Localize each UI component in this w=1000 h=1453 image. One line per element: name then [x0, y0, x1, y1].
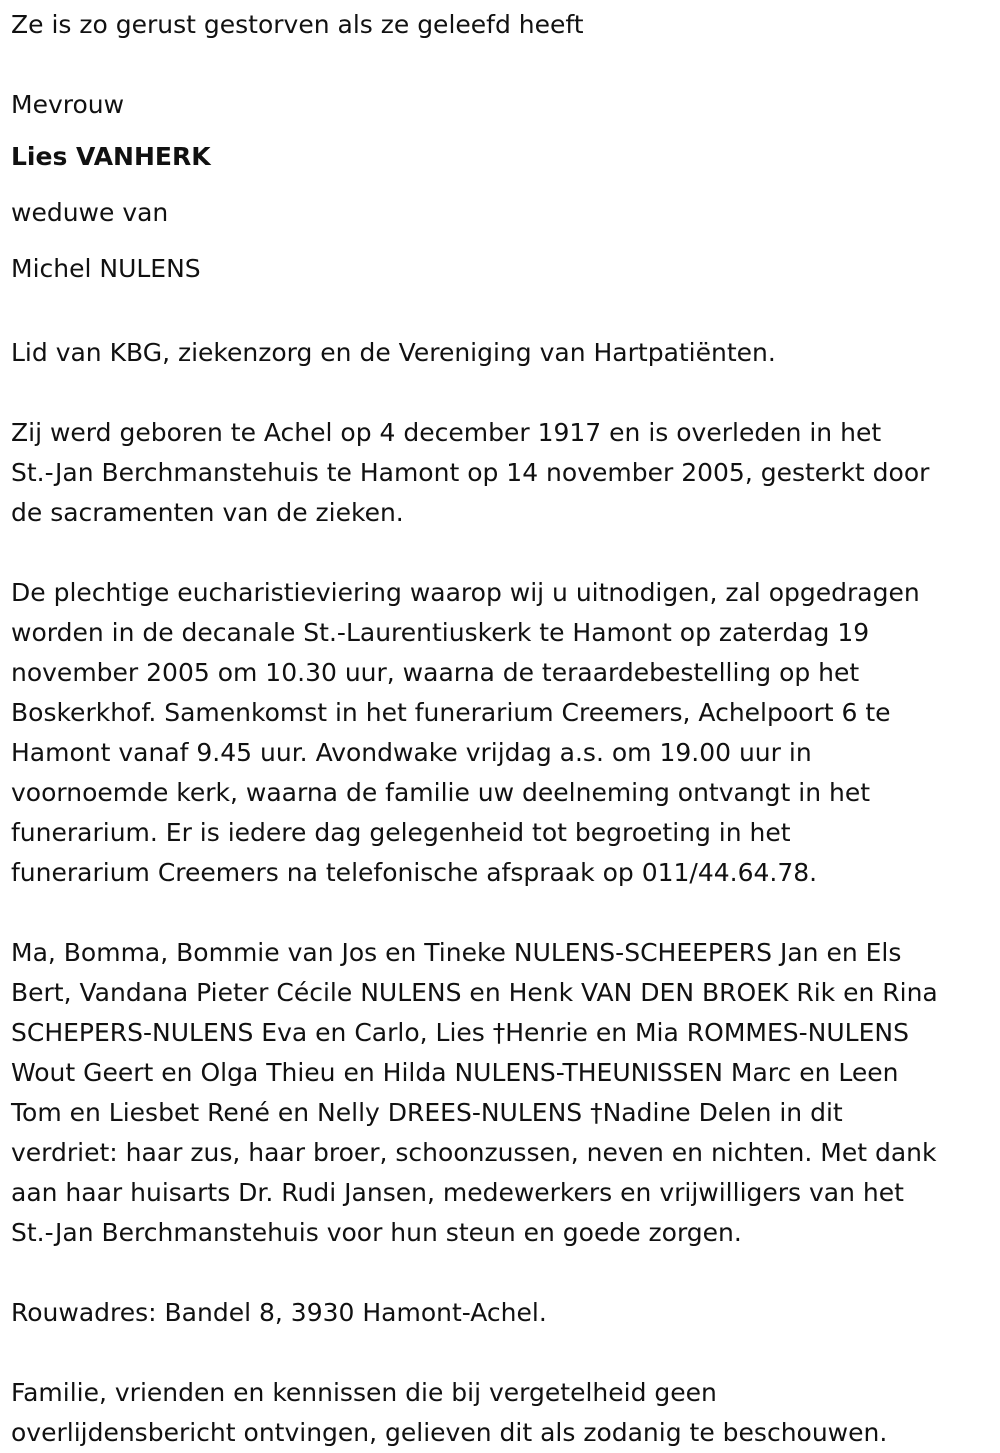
relation-text: weduwe van [11, 198, 169, 227]
paragraph-line: Wout Geert en Olga Thieu en Hilda NULENS-THEUNISSEN Marc en Leen [11, 1058, 899, 1087]
paragraph-line: St.-Jan Berchmanstehuis te Hamont op 14 november 2005, gesterkt door [11, 458, 930, 487]
deceased-name: Lies VANHERK [11, 142, 211, 171]
paragraph-line: verdriet: haar zus, haar broer, schoonzussen, neven en nichten. Met dank [11, 1138, 937, 1167]
paragraph-line: aan haar huisarts Dr. Rudi Jansen, medewerkers en vrijwilligers van het [11, 1178, 904, 1207]
ceremony-paragraph [11, 573, 994, 893]
paragraph-line: St.-Jan Berchmanstehuis voor hun steun en goede zorgen. [11, 1218, 742, 1247]
birth-death-paragraph [11, 413, 994, 533]
spouse-name: Michel NULENS [11, 254, 201, 283]
paragraph-line: november 2005 om 10.30 uur, waarna de teraardebestelling op het [11, 658, 860, 687]
motto-text: Ze is zo gerust gestorven als ze geleefd heeft [11, 10, 584, 39]
paragraph-line: Bert, Vandana Pieter Cécile NULENS en Henk VAN DEN BROEK Rik en Rina [11, 978, 938, 1007]
paragraph-line: overlijdensbericht ontvingen, gelieven dit als zodanig te beschouwen. [11, 1418, 888, 1447]
paragraph-line: funerarium Creemers na telefonische afspraak op 011/44.64.78. [11, 858, 818, 887]
family-paragraph [11, 933, 994, 1253]
membership-text: Lid van KBG, ziekenzorg en de Vereniging van Hartpatiënten. [11, 338, 776, 367]
paragraph-line: Boskerkhof. Samenkomst in het funerarium Creemers, Achelpoort 6 te [11, 698, 891, 727]
paragraph-line: funerarium. Er is iedere dag gelegenheid tot begroeting in het [11, 818, 791, 847]
paragraph-line: Zij werd geboren te Achel op 4 december 1917 en is overleden in het [11, 418, 882, 447]
paragraph-line: SCHEPERS-NULENS Eva en Carlo, Lies †Henrie en Mia ROMMES-NULENS [11, 1018, 909, 1047]
paragraph-line: Familie, vrienden en kennissen die bij vergetelheid geen [11, 1378, 717, 1407]
paragraph-line: Hamont vanaf 9.45 uur. Avondwake vrijdag a.s. om 19.00 uur in [11, 738, 812, 767]
paragraph-line: De plechtige eucharistieviering waarop wij u uitnodigen, zal opgedragen [11, 578, 920, 607]
honorific-text: Mevrouw [11, 90, 125, 119]
closing-paragraph [11, 1373, 994, 1453]
paragraph-line: Ma, Bomma, Bommie van Jos en Tineke NULENS-SCHEEPERS Jan en Els [11, 938, 902, 967]
paragraph-line: voornoemde kerk, waarna de familie uw deelneming ontvangt in het [11, 778, 871, 807]
paragraph-line: de sacramenten van de zieken. [11, 498, 404, 527]
address-text: Rouwadres: Bandel 8, 3930 Hamont-Achel. [11, 1298, 547, 1327]
paragraph-line: worden in de decanale St.-Laurentiuskerk te Hamont op zaterdag 19 [11, 618, 870, 647]
paragraph-line: Tom en Liesbet René en Nelly DREES-NULENS †Nadine Delen in dit [11, 1098, 843, 1127]
